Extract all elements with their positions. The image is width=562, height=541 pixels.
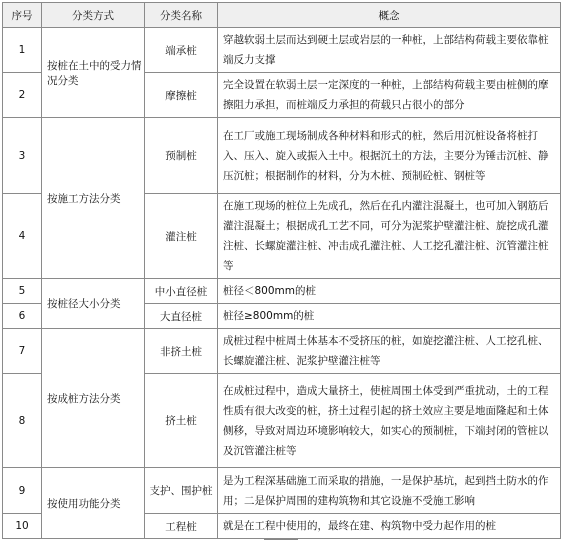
row-concept: 穿越软弱土层而达到硬土层或岩层的一种桩，上部结构荷载主要依靠桩端反力支撑 [218,28,561,73]
row-concept: 桩径＜800mm的桩 [218,279,561,304]
group-method: 按使用功能分类 [42,468,145,539]
table-row [3,329,561,374]
table-row [3,468,561,514]
table-row [3,279,561,304]
row-seq: 7 [3,329,42,374]
row-name: 预制桩 [145,118,218,194]
row-name: 端承桩 [145,28,218,73]
row-seq: 8 [3,374,42,468]
row-name: 摩擦桩 [145,73,218,118]
row-concept: 完全设置在软弱土层一定深度的一种桩，上部结构荷载主要由桩侧的摩擦阻力承担，而桩端反力承担的荷载只占很小的部分 [218,73,561,118]
header-name: 分类名称 [145,3,218,28]
row-seq: 4 [3,194,42,279]
header-concept: 概念 [218,3,561,28]
pile-classification-table [2,2,561,539]
row-concept: 在成桩过程中，造成大量挤土，使桩周围土体受到严重扰动，土的工程性质有很大改变的桩，挤土过程引起的挤土效应主要是地面隆起和土体侧移，导致对周边环境影响较大，如实心的预制桩，下端封闭的管桩以及沉管灌注桩等 [218,374,561,468]
row-concept: 在施工现场的桩位上先成孔，然后在孔内灌注混凝土，也可加入钢筋后灌注混凝土；根据成孔工艺不同，可分为泥浆护壁灌注桩、旋挖成孔灌注桩、长螺旋灌注桩、冲击成孔灌注桩、人工挖孔灌注桩、沉管灌注桩等 [218,194,561,279]
row-seq: 2 [3,73,42,118]
group-method: 按桩在土中的受力情况分类 [42,28,145,118]
table-row [3,118,561,194]
header-seq: 序号 [3,3,42,28]
row-seq: 5 [3,279,42,304]
row-seq: 1 [3,28,42,73]
row-concept: 在工厂或施工现场制成各种材料和形式的桩，然后用沉桩设备将桩打入、压入、旋入或振入土中。根据沉土的方法，主要分为锤击沉桩、静压沉桩；根据制作的材料，分为木桩、预制砼桩、钢桩等 [218,118,561,194]
group-method: 按成桩方法分类 [42,329,145,468]
row-name: 中小直径桩 [145,279,218,304]
row-seq: 6 [3,304,42,329]
row-seq: 9 [3,468,42,514]
row-concept: 成桩过程中桩周土体基本不受挤压的桩，如旋挖灌注桩、人工挖孔桩、长螺旋灌注桩、泥浆护壁灌注桩等 [218,329,561,374]
row-name: 支护、围护桩 [145,468,218,514]
table-row [3,28,561,73]
header-method: 分类方式 [42,3,145,28]
row-seq: 10 [3,514,42,539]
footer-divider [264,539,298,540]
row-name: 工程桩 [145,514,218,539]
row-name: 非挤土桩 [145,329,218,374]
group-method: 按施工方法分类 [42,118,145,279]
row-seq: 3 [3,118,42,194]
row-name: 挤土桩 [145,374,218,468]
row-concept: 桩径≥800mm的桩 [218,304,561,329]
header-row [3,3,561,28]
group-method: 按桩径大小分类 [42,279,145,329]
row-concept: 是为工程深基础施工而采取的措施，一是保护基坑，起到挡土防水的作用；二是保护周围的建构筑物和其它设施不受施工影响 [218,468,561,514]
row-name: 灌注桩 [145,194,218,279]
row-concept: 就是在工程中使用的，最终在建、构筑物中受力起作用的桩 [218,514,561,539]
row-name: 大直径桩 [145,304,218,329]
